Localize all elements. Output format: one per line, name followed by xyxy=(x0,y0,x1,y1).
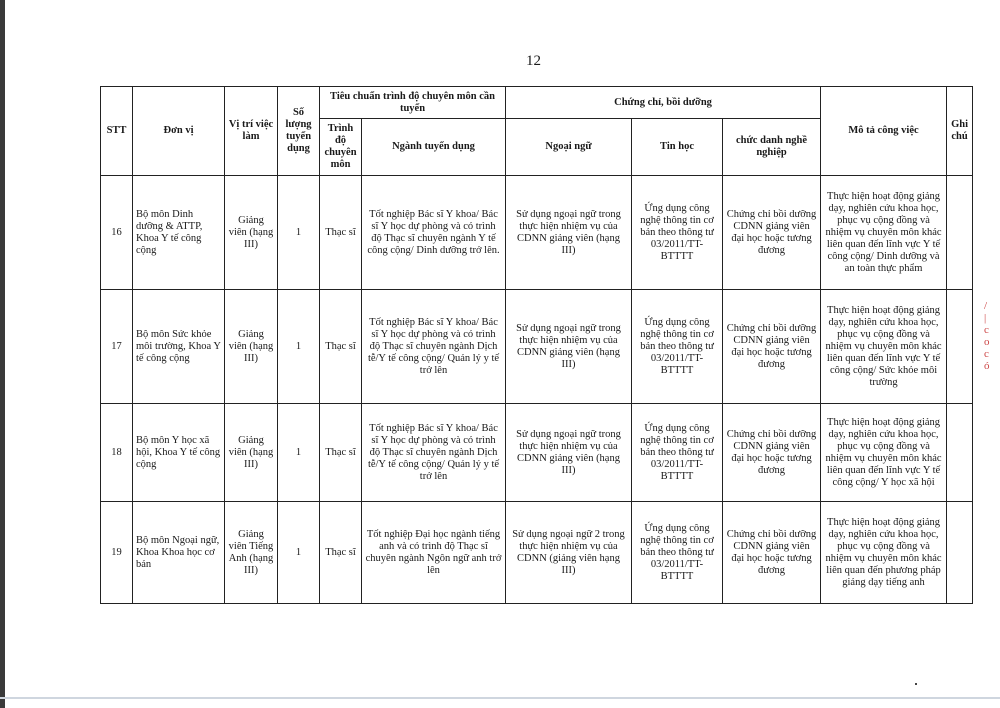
cell-chuc-danh: Chứng chỉ bồi dưỡng CDNN giảng viên đại học hoặc tương đương xyxy=(723,290,821,404)
cell-ngoai-ngu: Sử dụng ngoại ngữ trong thực hiện nhiệm vụ của CDNN giảng viên (hạng III) xyxy=(506,290,632,404)
cell-nganh: Tốt nghiệp Đại học ngành tiếng anh và có trình độ Thạc sĩ chuyên ngành Ngôn ngữ anh trở lên xyxy=(362,502,506,604)
cell-tin-hoc: Ứng dụng công nghệ thông tin cơ bản theo thông tư 03/2011/TT-BTTTT xyxy=(632,502,723,604)
cell-stt: 17 xyxy=(101,290,133,404)
header-don-vi: Đơn vị xyxy=(133,87,225,176)
cell-stt: 18 xyxy=(101,404,133,502)
cell-tin-hoc: Ứng dụng công nghệ thông tin cơ bản theo thông tư 03/2011/TT-BTTTT xyxy=(632,404,723,502)
page-number: 12 xyxy=(526,53,541,69)
cell-ngoai-ngu: Sử dụng ngoại ngữ trong thực hiện nhiệm vụ của CDNN giảng viên (hạng III) xyxy=(506,176,632,290)
recruitment-table xyxy=(100,86,973,604)
scan-speck xyxy=(915,683,917,685)
cell-so-luong: 1 xyxy=(278,290,320,404)
header-vi-tri: Vị trí việc làm xyxy=(225,87,278,176)
header-stt: STT xyxy=(101,87,133,176)
cell-don-vi: Bộ môn Ngoại ngữ, Khoa Khoa học cơ bản xyxy=(133,502,225,604)
cell-trinh-do: Thạc sĩ xyxy=(320,176,362,290)
cell-trinh-do: Thạc sĩ xyxy=(320,502,362,604)
cell-chuc-danh: Chứng chỉ bồi dưỡng CDNN giảng viên đại học hoặc tương đương xyxy=(723,176,821,290)
cell-mo-ta: Thực hiện hoạt động giảng dạy, nghiên cứu khoa học, phục vụ cộng đồng và nhiệm vụ chuyên môn khác liên quan đến phương pháp giảng dạy tiếng anh xyxy=(821,502,947,604)
cell-mo-ta: Thực hiện hoạt động giảng dạy, nghiên cứu khoa học, phục vụ cộng đồng và nhiệm vụ chuyên môn khác liên quan đến lĩnh vực Y tế công cộng/ Dinh dưỡng và an toàn thực phẩm xyxy=(821,176,947,290)
table-row xyxy=(101,290,973,404)
cell-nganh: Tốt nghiệp Bác sĩ Y khoa/ Bác sĩ Y học dự phòng và có trình độ Thạc sĩ chuyên ngành Y tế công cộng/ Dinh dưỡng trở lên. xyxy=(362,176,506,290)
cell-vi-tri: Giảng viên Tiếng Anh (hạng III) xyxy=(225,502,278,604)
header-chuc-danh: chức danh nghề nghiệp xyxy=(723,119,821,176)
cell-ngoai-ngu: Sử dụng ngoại ngữ trong thực hiện nhiệm vụ của CDNN giảng viên (hạng III) xyxy=(506,404,632,502)
cell-trinh-do: Thạc sĩ xyxy=(320,290,362,404)
cell-vi-tri: Giảng viên (hạng III) xyxy=(225,404,278,502)
cell-ngoai-ngu: Sử dụng ngoại ngữ 2 trong thực hiện nhiệm vụ của CDNN (giảng viên hạng III) xyxy=(506,502,632,604)
header-tin-hoc: Tin học xyxy=(632,119,723,176)
scan-bottom-edge xyxy=(0,697,1000,699)
cell-so-luong: 1 xyxy=(278,502,320,604)
cell-don-vi: Bộ môn Sức khỏe môi trường, Khoa Y tế công cộng xyxy=(133,290,225,404)
header-so-luong: Số lượng tuyển dụng xyxy=(278,87,320,176)
cell-nganh: Tốt nghiệp Bác sĩ Y khoa/ Bác sĩ Y học dự phòng và có trình độ Thạc sĩ chuyên ngành Dịch tễ/Y tế công cộng/ Quản lý y tế trở lên xyxy=(362,290,506,404)
table-row xyxy=(101,404,973,502)
cell-stt: 16 xyxy=(101,176,133,290)
table-row xyxy=(101,502,973,604)
cell-nganh: Tốt nghiệp Bác sĩ Y khoa/ Bác sĩ Y học dự phòng và có trình độ Thạc sĩ chuyên ngành Dịch tễ/Y tế công cộng/ Quản lý y tế trở lên xyxy=(362,404,506,502)
cell-tin-hoc: Ứng dụng công nghệ thông tin cơ bản theo thông tư 03/2011/TT-BTTTT xyxy=(632,176,723,290)
cell-mo-ta: Thực hiện hoạt động giảng dạy, nghiên cứu khoa học, phục vụ cộng đồng và nhiệm vụ chuyên môn khác liên quan đến lĩnh vực Y tế công cộng/ Y học xã hội xyxy=(821,404,947,502)
header-trinh-do: Trình độ chuyên môn xyxy=(320,119,362,176)
cell-trinh-do: Thạc sĩ xyxy=(320,404,362,502)
cell-ghi-chu xyxy=(947,404,973,502)
scan-edge xyxy=(0,0,5,708)
cell-vi-tri: Giảng viên (hạng III) xyxy=(225,290,278,404)
header-ngoai-ngu: Ngoại ngữ xyxy=(506,119,632,176)
cell-ghi-chu xyxy=(947,176,973,290)
cell-chuc-danh: Chứng chỉ bồi dưỡng CDNN giảng viên đại học hoặc tương đương xyxy=(723,502,821,604)
header-ghi-chu: Ghi chú xyxy=(947,87,973,176)
bleed-through-marks: / | c o c ó xyxy=(984,300,990,372)
header-chung-chi: Chứng chỉ, bồi dưỡng xyxy=(506,87,821,119)
header-tieu-chuan: Tiêu chuẩn trình độ chuyên môn cần tuyển xyxy=(320,87,506,119)
cell-don-vi: Bộ môn Dinh dưỡng & ATTP, Khoa Y tế công cộng xyxy=(133,176,225,290)
cell-stt: 19 xyxy=(101,502,133,604)
header-mo-ta: Mô tả công việc xyxy=(821,87,947,176)
cell-vi-tri: Giảng viên (hạng III) xyxy=(225,176,278,290)
cell-don-vi: Bộ môn Y học xã hội, Khoa Y tế công cộng xyxy=(133,404,225,502)
table-row xyxy=(101,176,973,290)
cell-so-luong: 1 xyxy=(278,404,320,502)
cell-ghi-chu xyxy=(947,290,973,404)
cell-so-luong: 1 xyxy=(278,176,320,290)
cell-chuc-danh: Chứng chỉ bồi dưỡng CDNN giảng viên đại học hoặc tương đương xyxy=(723,404,821,502)
cell-ghi-chu xyxy=(947,502,973,604)
cell-tin-hoc: Ứng dụng công nghệ thông tin cơ bản theo thông tư 03/2011/TT-BTTTT xyxy=(632,290,723,404)
header-nganh: Ngành tuyển dụng xyxy=(362,119,506,176)
cell-mo-ta: Thực hiện hoạt động giảng dạy, nghiên cứu khoa học, phục vụ cộng đồng và nhiệm vụ chuyên môn khác liên quan đến lĩnh vực Y tế công cộng/ Sức khỏe môi trường xyxy=(821,290,947,404)
